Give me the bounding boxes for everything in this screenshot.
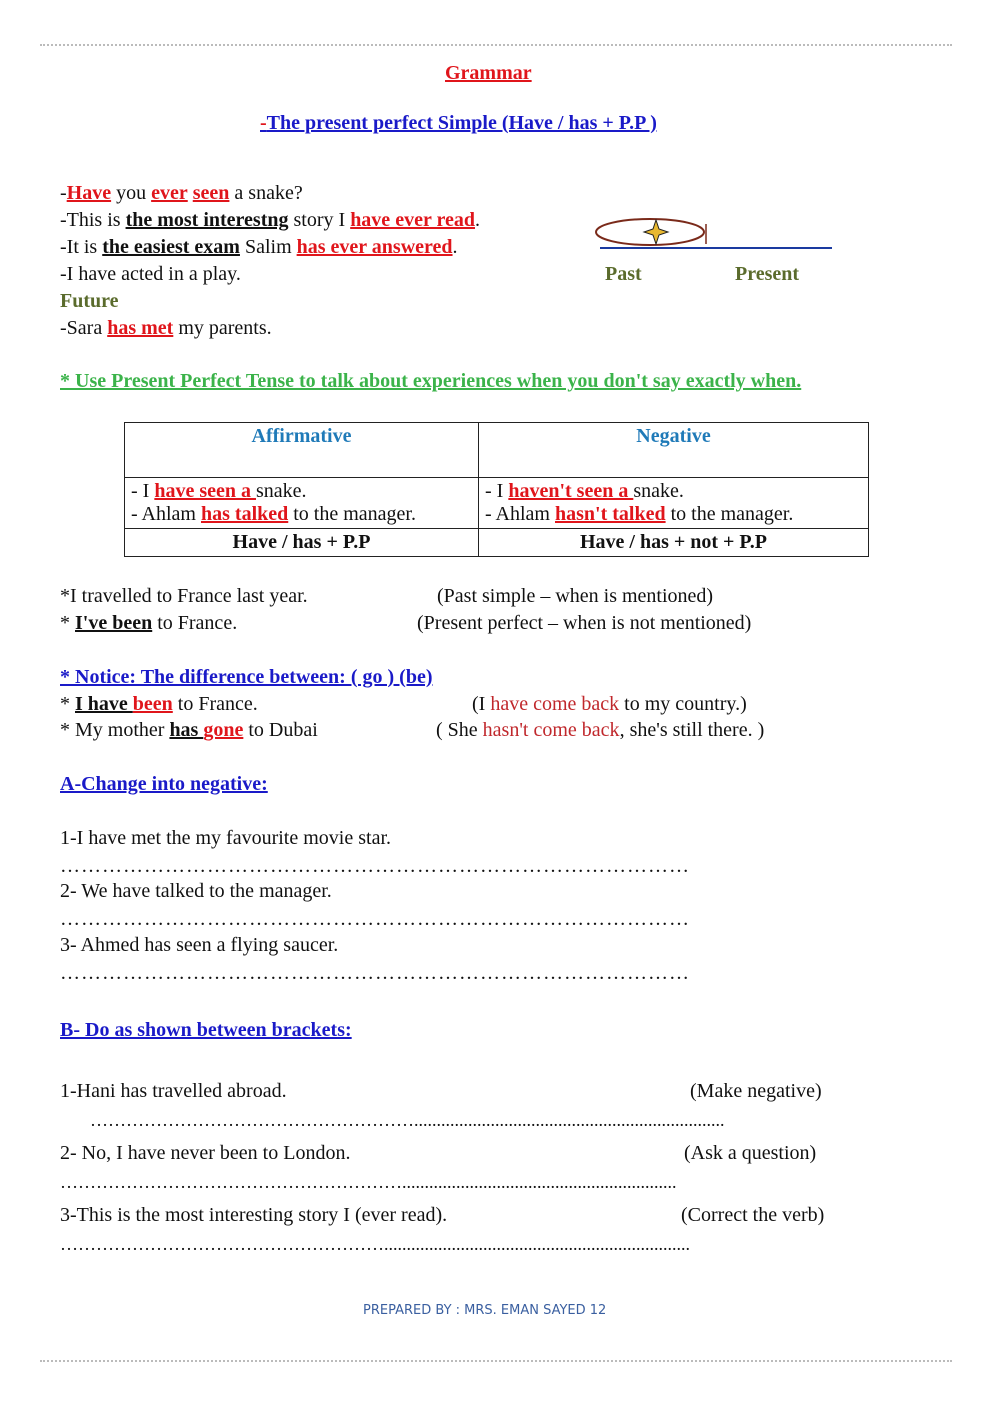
exercise-b-answer-line-1[interactable]: ………………………………………………..................................................................... xyxy=(90,1110,725,1130)
footer: PREPARED BY : MRS. EMAN SAYED 12 xyxy=(363,1303,607,1318)
header-negative: Negative xyxy=(479,423,869,478)
exercise-b-q1: 1-Hani has travelled abroad. xyxy=(60,1080,287,1102)
notice-note-been: (I have come back to my country.) xyxy=(472,693,747,715)
page-title: Grammar xyxy=(445,62,532,84)
example-2: -This is the most interestng story I have ever read. xyxy=(60,209,480,231)
exercise-b-heading: B- Do as shown between brackets: xyxy=(60,1019,352,1041)
compare-present-perfect-note: (Present perfect – when is not mentioned) xyxy=(417,612,752,634)
top-border xyxy=(40,44,952,46)
exercise-a-heading: A-Change into negative: xyxy=(60,773,268,795)
notice-note-gone: ( She hasn't come back, she's still there. ) xyxy=(436,719,765,741)
exercise-a-q2: 2- We have talked to the manager. xyxy=(60,880,332,902)
timeline-future-label: Future xyxy=(60,290,119,312)
notice-heading: * Notice: The difference between: ( go ) (be) xyxy=(60,666,433,688)
formula-negative: Have / has + not + P.P xyxy=(479,529,869,557)
example-1: -Have you ever seen a snake? xyxy=(60,182,303,204)
example-5: -Sara has met my parents. xyxy=(60,317,272,339)
affirmative-negative-table xyxy=(124,422,869,557)
negative-example-2: - Ahlam hasn't talked to the manager. xyxy=(485,503,794,525)
example-3: -It is the easiest exam Salim has ever answered. xyxy=(60,236,458,258)
usage-note: * Use Present Perfect Tense to talk about experiences when you don't say exactly when. xyxy=(60,370,802,392)
negative-example-1: - I haven't seen a snake. xyxy=(485,480,684,502)
star-icon xyxy=(644,220,668,244)
page-subtitle: -The present perfect Simple (Have / has + P.P ) xyxy=(260,112,657,134)
timeline-present-label: Present xyxy=(735,263,800,285)
exercise-a-answer-line-3[interactable]: ……………………………………………………………………………… xyxy=(60,962,690,984)
header-affirmative: Affirmative xyxy=(125,423,479,478)
compare-present-perfect: * I've been to France. xyxy=(60,612,238,634)
exercise-b-q3-hint: (Correct the verb) xyxy=(681,1204,825,1226)
compare-past-simple: *I travelled to France last year. xyxy=(60,585,308,607)
exercise-a-q1: 1-I have met the my favourite movie star. xyxy=(60,827,392,849)
exercise-a-answer-line-1[interactable]: ……………………………………………………………………………… xyxy=(60,855,690,877)
exercise-b-answer-line-3[interactable]: ……………………………………………….................................................................... xyxy=(60,1234,690,1254)
timeline-past-label: Past xyxy=(605,263,642,285)
exercise-b-answer-line-2[interactable]: …………………………………………………............................................................. xyxy=(60,1172,677,1192)
exercise-b-q2-hint: (Ask a question) xyxy=(684,1142,817,1164)
exercise-a-answer-line-2[interactable]: ……………………………………………………………………………… xyxy=(60,908,690,930)
example-4: -I have acted in a play. xyxy=(60,263,241,285)
affirmative-example-2: - Ahlam has talked to the manager. xyxy=(131,503,416,525)
exercise-b-q2: 2- No, I have never been to London. xyxy=(60,1142,351,1164)
negative-examples xyxy=(479,478,869,529)
timeline-diagram xyxy=(590,210,840,260)
exercise-b-q3: 3-This is the most interesting story I (ever read). xyxy=(60,1204,448,1226)
exercise-b-q1-hint: (Make negative) xyxy=(690,1080,822,1102)
notice-example-gone: * My mother has gone to Dubai xyxy=(60,719,318,741)
bottom-border xyxy=(40,1360,952,1362)
notice-example-been: * I have been to France. xyxy=(60,693,258,715)
formula-affirmative: Have / has + P.P xyxy=(125,529,479,557)
affirmative-examples xyxy=(125,478,479,529)
exercise-a-q3: 3- Ahmed has seen a flying saucer. xyxy=(60,934,339,956)
compare-past-simple-note: (Past simple – when is mentioned) xyxy=(437,585,714,607)
affirmative-example-1: - I have seen a snake. xyxy=(131,480,307,502)
